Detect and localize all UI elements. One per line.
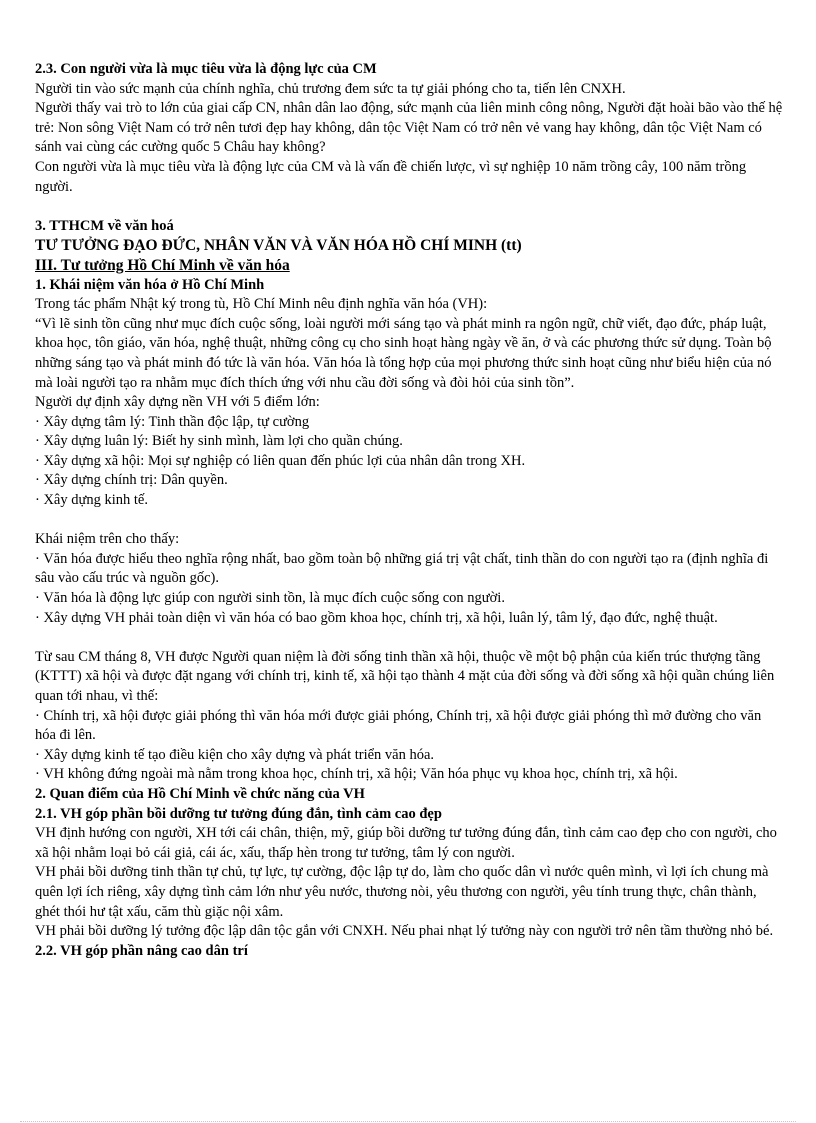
list-item: · Xây dựng luân lý: Biết hy sinh mình, làm lợi cho quần chúng. [35,433,403,450]
list-item: · Xây dựng VH phải toàn diện vì văn hóa có bao gồm khoa học, chính trị, xã hội, luân lý, tâm lý, đạo đức, nghệ thuật. [35,609,718,626]
section-heading-2: 2. Quan điểm của Hồ Chí Minh về chức năng của VH [35,785,365,802]
section-heading-2-3: 2.3. Con người vừa là mục tiêu vừa là động lực của CM [35,61,377,77]
part-heading-iii: III. Tư tưởng Hồ Chí Minh về văn hóa [35,256,290,274]
paragraph: Con người vừa là mục tiêu vừa là động lực của CM và là vấn đề chiến lược, vì sự nghiệp 10 năm trồng cây, 100 năm trồng người. [35,158,747,195]
list-item: · Văn hóa là động lực giúp con người sinh tồn, là mục đích cuộc sống con người. [35,590,505,607]
page-bottom-divider [20,1121,796,1122]
section-heading-2-1: 2.1. VH góp phần bồi dưỡng tư tưởng đúng đắn, tình cảm cao đẹp [35,805,442,822]
document-page [35,60,783,961]
section-heading-2-2: 2.2. VH góp phần nâng cao dân trí [35,942,248,959]
spacer [35,628,783,648]
list-item: · Chính trị, xã hội được giải phóng thì văn hóa mới được giải phóng, Chính trị, xã hội được giải phóng thì mở đường cho văn hóa đi lên. [35,707,762,744]
paragraph: Người tin vào sức mạnh của chính nghĩa, chủ trương đem sức ta tự giải phóng cho ta, tiến lên CNXH. [35,80,626,97]
paragraph: Từ sau CM tháng 8, VH được Người quan niệm là đời sống tinh thần xã hội, thuộc về một bộ phận của kiến trúc thượng tầng (KTTT) xã hội và được đặt ngang với chính trị, kinh tế, xã hội tạo thành 4 mặt của đời sống và đời sống xã hội quần chúng liên quan tới nhau, vì thế: [35,648,775,704]
list-item: · Xây dựng tâm lý: Tinh thần độc lập, tự cường [35,413,310,430]
paragraph: Người dự định xây dựng nền VH với 5 điểm lớn: [35,394,320,411]
list-item: · Xây dựng kinh tế. [35,492,148,509]
spacer [35,197,783,217]
paragraph: Người thấy vai trò to lớn của giai cấp CN, nhân dân lao động, sức mạnh của liên minh công nông, Người đặt hoài bão vào thế hệ trẻ: Non sông Việt Nam có trở nên tươi đẹp hay không, dân tộc Việt Nam có trở nên vẻ vang hay không, dân tộc Việt Nam có sánh vai cùng các cường quốc 5 Châu hay không? [35,100,783,156]
section-heading-1: 1. Khái niệm văn hóa ở Hồ Chí Minh [35,276,265,293]
list-item: · VH không đứng ngoài mà nằm trong khoa học, chính trị, xã hội; Văn hóa phục vụ khoa học, chính trị, xã hội. [35,766,678,783]
section-heading-3: 3. TTHCM về văn hoá [35,217,174,234]
list-item: · Xây dựng kinh tế tạo điều kiện cho xây dựng và phát triển văn hóa. [35,746,435,763]
spacer [35,511,783,531]
paragraph: VH phải bồi dưỡng lý tưởng độc lập dân tộc gắn với CNXH. Nếu phai nhạt lý tưởng này con người trở nên tầm thường nhỏ bé. [35,923,774,940]
paragraph: Khái niệm trên cho thấy: [35,531,180,548]
quotation: “Vì lẽ sinh tồn cũng như mục đích cuộc sống, loài người mới sáng tạo và phát minh ra ngôn ngữ, chữ viết, đạo đức, pháp luật, khoa học, tôn giáo, văn hóa, nghệ thuật, những công cụ cho sinh hoạt hàng ngày về ăn, ở và các phương thức sử dụng. Toàn bộ những sáng tạo và phát minh đó tức là văn hóa. Văn hóa là tổng hợp của mọi phương thức sinh hoạt cũng như biểu hiện của nó mà loài người tạo ra nhằm mục đích thích ứng với nhu cầu đời sống và đòi hỏi của sinh tồn”. [35,315,772,391]
main-title: TƯ TƯỞNG ĐẠO ĐỨC, NHÂN VĂN VÀ VĂN HÓA HỒ CHÍ MINH (tt) [35,237,522,255]
list-item: · Xây dựng chính trị: Dân quyền. [35,472,228,489]
list-item: · Xây dựng xã hội: Mọi sự nghiệp có liên quan đến phúc lợi của nhân dân trong XH. [35,452,526,469]
paragraph: VH phải bồi dưỡng tinh thần tự chủ, tự lực, tự cường, độc lập tự do, làm cho quốc dân vì nước quên mình, vì lợi ích chung mà quên lợi ích riêng, xây dựng tình cảm lớn như yêu nước, thương nòi, yêu thương con người, yêu tính trung thực, chân thành, ghét thói hư tật xấu, căm thù giặc nội xâm. [35,864,769,920]
paragraph: Trong tác phẩm Nhật ký trong tù, Hồ Chí Minh nêu định nghĩa văn hóa (VH): [35,296,488,313]
paragraph: VH định hướng con người, XH tới cái chân, thiện, mỹ, giúp bồi dưỡng tư tưởng đúng đắn, tình cảm cao đẹp cho con người, cho xã hội nhằm loại bỏ cái giả, cái ác, xấu, thấp hèn trong tư tưởng, tâm lý con người. [35,825,777,861]
list-item: · Văn hóa được hiểu theo nghĩa rộng nhất, bao gồm toàn bộ những giá trị vật chất, tinh thần do con người tạo ra (định nghĩa đi sâu vào cấu trúc và nguồn gốc). [35,550,769,587]
